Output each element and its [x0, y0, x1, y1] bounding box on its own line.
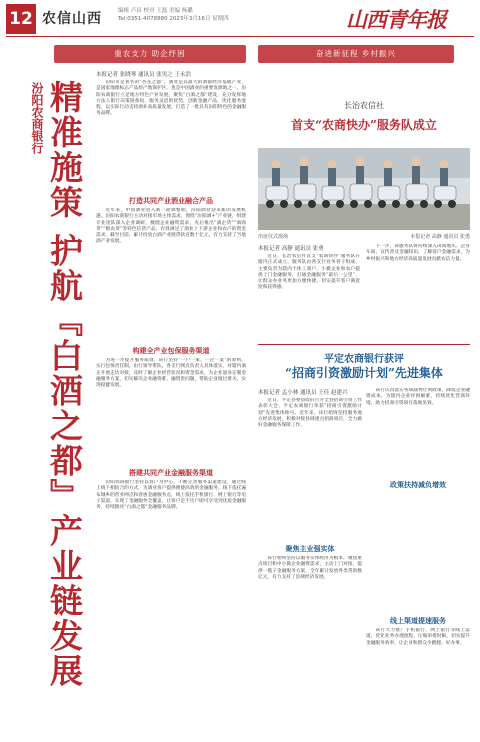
- right-banner-label: 奋进新征程 乡村振兴: [316, 49, 396, 58]
- story1-byline: 本报记者 高静 通讯员 张勇: [258, 246, 324, 252]
- story1-headline: 首支“农商快办”服务队成立: [291, 118, 437, 132]
- story2-paragraph-4: 该行大力推广手机银行、网上银行等线上渠道，优化业务办理流程，压缩审批时限，切实提升金融服务效率，让企业和群众少跑腿、好办事。: [366, 628, 470, 646]
- editor-line: 编辑 卢昌 校对 王磊 美编 杨璐: [118, 8, 193, 14]
- left-subhead-3: 搭建共同产业金融服务渠道: [129, 469, 213, 477]
- story1-paragraph-2: 下一步，该服务队将持续深入田间地头、企业车间，宣传普及金融知识，了解客户金融需求，为乡村振兴和地方经济高质量发展贡献农信力量。: [366, 244, 470, 262]
- header-rule: [6, 36, 474, 37]
- newspaper-logo: 山西青年报: [346, 7, 446, 32]
- left-banner-label: 重农支力 助企纾困: [114, 49, 186, 58]
- story2-paragraph-1: 近日，平定县委县政府召开全县招商引资工作表彰大会，平定农商银行荣获“招商引资激励计划”先进集体称号。近年来，该行始终坚持服务地方经济发展，积极对接县域重点招商项目，全力做好金融服务保障工作。: [258, 398, 362, 429]
- section-title: 农信山西: [42, 11, 102, 27]
- left-paragraph-1: 近年来，中国酒业进入新一轮调整期，汾阳酒业迎来新的发展机遇。汾阳农商银行主动对接市场主体需求，围绕“汾阳酒+”产业链，组建专业团队深入企业调研，梳理企业融资需求，先后推出“酒企贷”“酒商贷”“粮农贷”等特色信贷产品，有效满足了酒业上下游企业和农户的资金需求。截至目前，累计投放白酒产业链贷款近数十亿元，有力支持了当地酒产业发展。: [96, 208, 246, 245]
- story2-paragraph-2: 该行始终坚持以服务实体经济为根本，聚焦重点项目和中小微企业融资需求，主动上门对接，提供一揽子金融服务方案，全年累计发放各类贷款数亿元，有力支持了县域经济发展。: [258, 556, 362, 580]
- left-subhead-1: 打造共同产业酒业融合产品: [129, 197, 213, 205]
- story2-byline: 本报记者 孟小林 通讯员 王佳 赵建兴: [258, 390, 348, 396]
- photo-caption: 出征仪式现场: [258, 234, 289, 240]
- editor-info: [118, 7, 229, 23]
- story2-subhead-3: 线上渠道提速服务: [390, 617, 446, 625]
- left-byline: 本报记者 张晓琴 通讯员 张男之 王永浩: [96, 72, 191, 78]
- left-headline: 精准施策 护航『白酒之都』产业链发展: [45, 80, 84, 689]
- contact-line: Tel:0351-4078880 2023年3月16日 星期四: [118, 16, 229, 22]
- story-divider: [258, 344, 470, 345]
- story2-kicker: 平定农商银行获评: [324, 354, 404, 365]
- story2-subhead-2: 政策扶持减负增效: [390, 481, 446, 489]
- story2-headline: “招商引资激励计划”先进集体: [285, 366, 443, 380]
- story2-paragraph-3: 该行认真落实各项减费让利政策，降低企业融资成本，为辖内企业纾困解难，持续优化营商环境，助力招商引资项目落地见效。: [366, 388, 470, 406]
- scooter-team-image: [258, 148, 470, 230]
- story1-paragraph-1: 近日，长治农信社首支“农商快办”服务队在辖内正式成立。服务队由各支行业务骨干组成，主要负责为辖内个体工商户、小微企业和农户提供上门金融服务，打通金融服务“最后一公里”，让群众办业务更加方便快捷，切实提升客户满意度和获得感。: [258, 254, 360, 291]
- left-subhead-2: 构建全产业包保服务渠道: [132, 347, 210, 355]
- left-paragraph-3: 汾阳农商银行坚持以客户为中心，不断完善服务渠道建设，通过线上线下相结合的方式，为酒业客户提供便捷高效的金融服务。线下依托遍布城乡的营业网点和普惠金融服务点，线上依托手机银行、网上银行等电子渠道，实现了金融服务全覆盖，让客户足不出户即可享受到优质金融服务，持续擦亮“白酒之都”金融服务品牌。: [96, 480, 246, 511]
- story1-photo: [258, 148, 470, 230]
- bank-name-vertical: 汾阳农商银行: [30, 82, 44, 154]
- left-intro: 汾阳市是著名的“杏花之都”，酒业是其最大的酒都经济基础产业，是国家地理标志产品原产地保护区，也是中国酒业的重要发源地之一。汾阳农商银行立足地方特色产业发展，聚焦“白酒之都”建设，充分发挥地方法人银行决策链条短、服务灵活的优势，创新金融产品，优化服务流程，以实际行动支持酒业高质量发展，打造了一批具有汾阳特色的金融服务品牌。: [96, 80, 246, 117]
- photo-caption-credit: 本报记者 高静 通讯员 张勇: [410, 234, 470, 240]
- story2-subhead-1: 聚焦主业强实体: [285, 545, 335, 553]
- page-number: 12: [6, 4, 36, 34]
- left-paragraph-2: 为进一步提升服务质效，该行坚持“一户一策、一企一案”的原则，实行包保责任制，由行领导带队，各支行网点负责人具体落实，对辖内酒企开展走访对接，及时了解企业经营状况和资金需求，为企业量身定制金融服务方案，切实解决企业融资难、融资贵问题，帮助企业渡过难关，实现稳健发展。: [96, 358, 246, 389]
- story1-kicker: 长治农信社: [344, 101, 384, 110]
